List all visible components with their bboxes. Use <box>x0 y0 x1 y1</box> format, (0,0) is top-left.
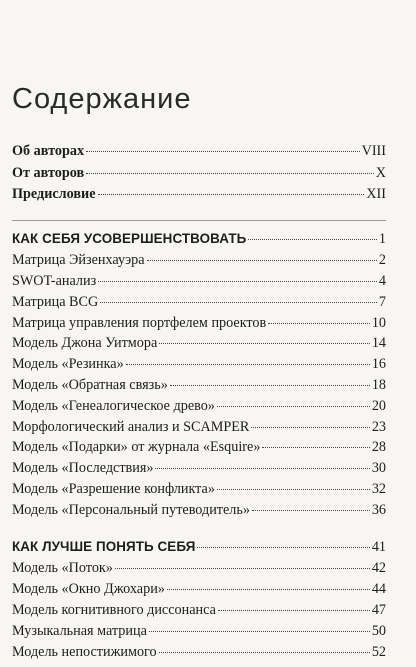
toc-entry-label: Модель «Генеалогическое древо» <box>12 397 215 414</box>
toc-entry-page: 32 <box>371 481 386 498</box>
dot-leader <box>115 568 370 569</box>
front-matter-list <box>12 141 386 206</box>
dot-leader <box>217 489 370 490</box>
toc-entry[interactable] <box>12 600 386 621</box>
dot-leader <box>86 151 360 152</box>
toc-entry-label: Модель «Окно Джохари» <box>12 581 165 598</box>
toc-entry-page: 14 <box>371 335 386 352</box>
dot-leader <box>170 385 370 386</box>
toc-entry[interactable] <box>12 500 386 521</box>
toc-entry-page: 2 <box>378 252 386 269</box>
dot-leader <box>197 547 369 548</box>
toc-entry-page: 30 <box>371 460 386 477</box>
section-divider <box>12 220 386 221</box>
toc-entry-page: 7 <box>378 293 386 310</box>
toc-entry-page: 20 <box>371 397 386 414</box>
toc-entry-label: Матрица управления портфелем проектов <box>12 314 267 331</box>
dot-leader <box>100 302 377 303</box>
toc-entry-page: 16 <box>371 356 386 373</box>
toc-entry[interactable] <box>12 354 386 375</box>
toc-entry-label: Модель Джона Уитмора <box>12 335 158 352</box>
toc-entry-page: 36 <box>371 501 386 518</box>
toc-entry-label: Об авторах <box>12 143 85 159</box>
dot-leader <box>98 194 365 195</box>
toc-entry-from-authors[interactable] <box>12 163 386 185</box>
toc-entry-label: SWOT-анализ <box>12 273 97 290</box>
dot-leader <box>217 406 370 407</box>
dot-leader <box>262 447 369 448</box>
toc-entry-page: 4 <box>378 273 386 290</box>
section-self-improvement <box>12 229 386 521</box>
dot-leader <box>147 260 377 261</box>
dot-leader <box>248 239 377 240</box>
dot-leader <box>155 468 369 469</box>
toc-entry-label: Матрица Эйзенхауэра <box>12 252 145 269</box>
toc-entry-label: Модель «Персональный путеводитель» <box>12 501 250 518</box>
dot-leader <box>159 343 370 344</box>
toc-entry-label: Модель когнитивного диссонанса <box>12 602 216 619</box>
toc-entry-page: 52 <box>371 643 386 660</box>
toc-entry-page: 44 <box>371 581 386 598</box>
section-self-understanding <box>12 537 386 663</box>
toc-entry[interactable] <box>12 333 386 354</box>
toc-entry-label: Модель «Поток» <box>12 560 113 577</box>
toc-entry-page: 47 <box>371 602 386 619</box>
section-heading-page: 41 <box>371 538 386 555</box>
dot-leader <box>98 281 377 282</box>
toc-entry[interactable] <box>12 437 386 458</box>
toc-entry[interactable] <box>12 417 386 438</box>
toc-entry-label: Музыкальная матрица <box>12 622 147 639</box>
page-title: Содержание <box>12 83 192 115</box>
toc-entry[interactable] <box>12 621 386 642</box>
dot-leader <box>268 323 370 324</box>
section-heading[interactable] <box>12 229 386 250</box>
toc-entry-page: 10 <box>371 314 386 331</box>
toc-entry-label: Модель «Разрешение конфликта» <box>12 481 215 498</box>
toc-entry-label: От авторов <box>12 164 85 181</box>
toc-entry-label: Модель «Резинка» <box>12 356 124 373</box>
section-heading-label: КАК ЛУЧШЕ ПОНЯТЬ СЕБЯ <box>12 538 196 554</box>
toc-entry[interactable] <box>12 271 386 292</box>
toc-entry-page: 28 <box>371 439 386 456</box>
toc-entry-page: VIII <box>361 143 386 159</box>
toc-entry[interactable] <box>12 292 386 313</box>
toc-entry-page: X <box>375 164 386 181</box>
toc-entry-label: Модель непостижимого <box>12 643 157 660</box>
toc-entry-preface[interactable] <box>12 184 386 206</box>
dot-leader <box>251 427 369 428</box>
toc-entry-label: Модель «Подарки» от журнала «Esquire» <box>12 439 261 456</box>
section-heading-page: 1 <box>378 230 386 247</box>
toc-entry-page: XII <box>366 186 386 202</box>
section-heading-label: КАК СЕБЯ УСОВЕРШЕНСТВОВАТЬ <box>12 230 247 246</box>
toc-entry-page: 42 <box>371 560 386 577</box>
dot-leader <box>252 510 370 511</box>
toc-entry[interactable] <box>12 479 386 500</box>
toc-entry-about-authors[interactable] <box>12 141 386 163</box>
toc-entry-label: Предисловие <box>12 186 96 202</box>
toc-entry[interactable] <box>12 250 386 271</box>
dot-leader <box>167 589 370 590</box>
toc-entry-page: 50 <box>371 622 386 639</box>
section-heading[interactable] <box>12 537 386 558</box>
dot-leader <box>159 652 370 653</box>
toc-entry-label: Матрица BCG <box>12 293 99 310</box>
dot-leader <box>218 610 370 611</box>
toc-entry[interactable] <box>12 558 386 579</box>
toc-entry[interactable] <box>12 458 386 479</box>
toc-entry[interactable] <box>12 375 386 396</box>
dot-leader <box>149 631 370 632</box>
toc-entry-label: Морфологический анализ и SCAMPER <box>12 418 250 435</box>
toc-entry-page: 18 <box>371 377 386 394</box>
toc-entry-page: 23 <box>371 418 386 435</box>
toc-entry[interactable] <box>12 579 386 600</box>
dot-leader <box>86 173 374 174</box>
toc-entry-label: Модель «Обратная связь» <box>12 377 168 394</box>
dot-leader <box>126 364 370 365</box>
toc-entry[interactable] <box>12 396 386 417</box>
toc-entry[interactable] <box>12 642 386 663</box>
toc-entry[interactable] <box>12 313 386 334</box>
toc-entry-label: Модель «Последствия» <box>12 460 154 477</box>
